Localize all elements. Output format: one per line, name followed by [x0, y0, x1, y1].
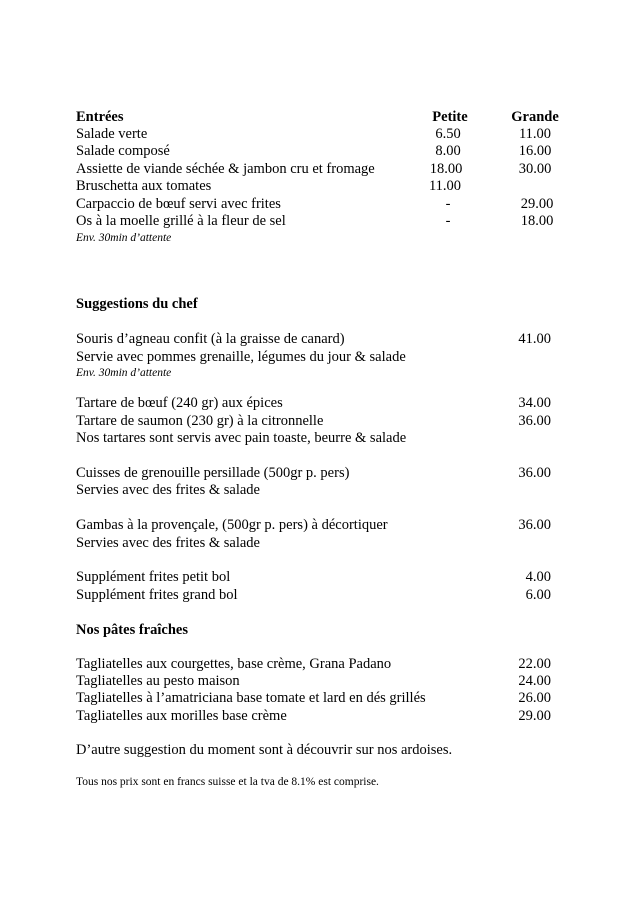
- suggestion-note: D’autre suggestion du moment sont à découvrir sur nos ardoises.: [76, 742, 453, 758]
- wait-note: Env. 30min d’attente: [76, 367, 172, 379]
- tax-note: Tous nos prix sont en francs suisse et la tva de 8.1% est comprise.: [76, 776, 379, 788]
- item-name: Tagliatelles à l’amatriciana base tomate et lard en dés grillés: [76, 690, 426, 706]
- item-price-small: 6.50: [435, 126, 461, 142]
- item-price: 34.00: [518, 395, 551, 411]
- item-name: Tartare de saumon (230 gr) à la citronnelle: [76, 413, 324, 429]
- item-price: 36.00: [518, 465, 551, 481]
- item-name: Tagliatelles au pesto maison: [76, 673, 240, 689]
- item-price: 41.00: [518, 331, 551, 347]
- item-name: Carpaccio de bœuf servi avec frites: [76, 196, 281, 212]
- item-price: 36.00: [518, 413, 551, 429]
- item-price-large: 18.00: [520, 213, 554, 229]
- item-price-small: 11.00: [428, 178, 462, 194]
- item-name: Supplément frites grand bol: [76, 587, 238, 603]
- item-price: 36.00: [518, 517, 551, 533]
- item-name: Assiette de viande séchée & jambon cru et fromage: [76, 161, 375, 177]
- item-price-large: 16.00: [518, 143, 552, 159]
- item-name: Tartare de bœuf (240 gr) aux épices: [76, 395, 283, 411]
- item-price: 24.00: [518, 673, 551, 689]
- item-name: Cuisses de grenouille persillade (500gr p. pers): [76, 465, 350, 481]
- item-name: Bruschetta aux tomates: [76, 178, 212, 194]
- item-description: Servies avec des frites & salade: [76, 535, 260, 551]
- item-name: Supplément frites petit bol: [76, 569, 231, 585]
- item-name: Salade composé: [76, 143, 170, 159]
- wait-note: Env. 30min d’attente: [76, 232, 172, 244]
- item-price-small: -: [445, 196, 451, 212]
- item-price: 4.00: [525, 569, 551, 585]
- item-price: 29.00: [518, 708, 551, 724]
- item-name: Souris d’agneau confit (à la graisse de canard): [76, 331, 345, 347]
- item-price-small: 8.00: [435, 143, 461, 159]
- item-price-large: 29.00: [520, 196, 554, 212]
- item-price-large: 11.00: [518, 126, 552, 142]
- item-description: Nos tartares sont servis avec pain toaste, beurre & salade: [76, 430, 407, 446]
- chef-heading: Suggestions du chef: [76, 296, 198, 312]
- item-name: Os à la moelle grillé à la fleur de sel: [76, 213, 286, 229]
- item-price-large: 30.00: [518, 161, 552, 177]
- item-name: Tagliatelles aux morilles base crème: [76, 708, 287, 724]
- item-description: Servies avec des frites & salade: [76, 482, 260, 498]
- item-price: 6.00: [525, 587, 551, 603]
- pates-heading: Nos pâtes fraîches: [76, 622, 188, 638]
- item-description: Servie avec pommes grenaille, légumes du jour & salade: [76, 349, 406, 365]
- item-price-small: -: [445, 213, 451, 229]
- col-small-header: Petite: [432, 109, 468, 125]
- item-price: 26.00: [518, 690, 551, 706]
- item-name: Salade verte: [76, 126, 148, 142]
- entrees-heading: Entrées: [76, 109, 124, 125]
- item-price-small: 18.00: [429, 161, 463, 177]
- item-name: Gambas à la provençale, (500gr p. pers) à décortiquer: [76, 517, 388, 533]
- item-name: Tagliatelles aux courgettes, base crème, Grana Padano: [76, 656, 392, 672]
- col-large-header: Grande: [511, 109, 559, 125]
- item-price: 22.00: [518, 656, 551, 672]
